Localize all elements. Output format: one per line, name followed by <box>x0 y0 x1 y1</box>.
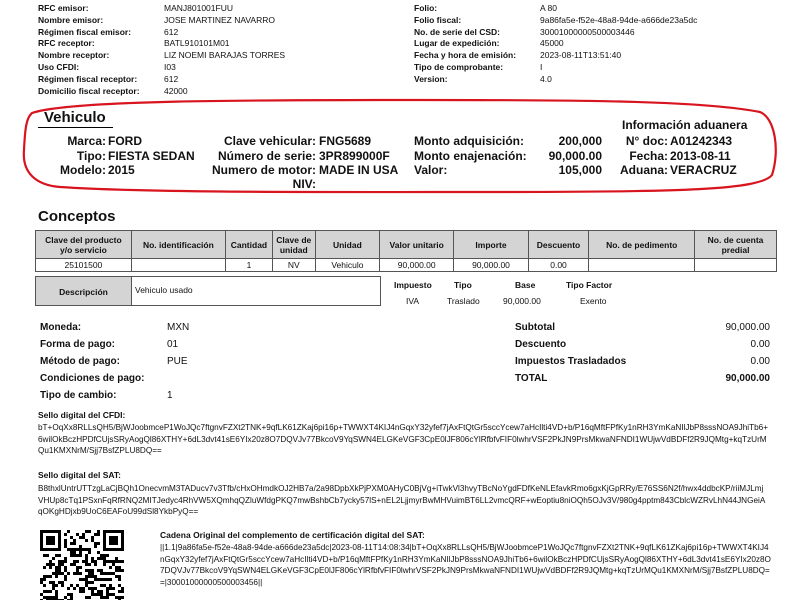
sello-sat-value: B8thxlUntrUTTzgLaCjBQh1OnecvmM3TADucv7v3Tfb/cHxOHmdkOJ2HB7a/2a98DpbXkPjPXM0AHyC0BjVg+iTwkVl3hvyTBcNoYgdFDfKeNLEfavkRmo6gxKjGpRRy/E76SS6N2f/hwx4ddbcKP/riiMJLmjVHUp8cTq1PSxnFqRfRNQ2MITJedyc4RhVW5XQmhqQZluWfdgPKQ7mwBshbCb7ycky57lS+nEL2LjjmyrBwMHVuimBT6LL2vmcQRF+wEoptiu8niOQh5OJv3V/980g4pptm843CblcWZRvLhN44JNGeiAqOKgHDjxb9UoC6EAFoU99dSl8YkbPyQ== <box>38 484 766 516</box>
pago-value: PUE <box>167 356 188 367</box>
field-label: Domicilio fiscal receptor: <box>38 85 140 96</box>
pago-label: Condiciones de pago: <box>40 373 145 384</box>
cell-importe: 90,000.00 <box>454 259 528 272</box>
field-value: BATL910101M01 <box>164 38 230 49</box>
informacion-aduanera-title: Información aduanera <box>622 118 748 132</box>
col-header-no-identificacion: No. identificación <box>131 231 225 259</box>
conceptos-title: Conceptos <box>38 208 116 225</box>
pago-value: 1 <box>167 390 173 401</box>
cell-valor-unitario: 90,000.00 <box>380 259 454 272</box>
cell-clave-unidad: NV <box>272 259 315 272</box>
tipo-label: Tipo: <box>76 149 106 163</box>
field-label: Régimen fiscal receptor: <box>38 73 138 84</box>
field-value: JOSE MARTINEZ NAVARRO <box>164 14 275 25</box>
field-value: LIZ NOEMI BARAJAS TORRES <box>164 50 286 61</box>
pago-value: MXN <box>167 322 190 333</box>
monto-enajenacion-value: 90,000.00 <box>548 149 602 163</box>
field-label: Lugar de expedición: <box>414 38 500 49</box>
fecha-value: 2013-08-11 <box>670 149 731 163</box>
field-label: Nombre emisor: <box>38 14 104 25</box>
field-value: 45000 <box>540 38 564 49</box>
numero-serie-label: Número de serie: <box>217 149 316 163</box>
col-header-no-pedimento: No. de pedimento <box>589 231 695 259</box>
ndoc-value: A01242343 <box>670 134 733 148</box>
pago-label: Forma de pago: <box>40 339 116 350</box>
impuesto-header: Impuesto <box>394 280 432 290</box>
valor-label: Valor: <box>414 163 448 177</box>
marca-label: Marca: <box>67 134 106 148</box>
total-value: 90,000.00 <box>725 322 770 333</box>
field-label: RFC receptor: <box>38 38 95 49</box>
monto-enajenacion-label: Monto enajenación: <box>414 149 527 163</box>
monto-adquisicion-value: 200,000 <box>558 134 602 148</box>
col-header-unidad: Unidad <box>315 231 379 259</box>
total-label: TOTAL <box>515 373 548 384</box>
niv-label: NIV: <box>292 177 316 191</box>
ndoc-label: N° doc: <box>625 134 668 148</box>
numero-motor-value: MADE IN USA <box>319 163 399 177</box>
field-value: 2023-08-11T13:51:40 <box>540 50 622 61</box>
cell-no-pedimento <box>589 259 695 272</box>
pago-label: Tipo de cambio: <box>40 390 117 401</box>
col-header-cantidad: Cantidad <box>225 231 272 259</box>
aduana-value: VERACRUZ <box>670 163 737 177</box>
tipo-value: FIESTA SEDAN <box>108 149 195 163</box>
tipo-factor-header: Tipo Factor <box>566 280 613 290</box>
tipo-factor-value: Exento <box>580 296 607 306</box>
total-value: 0.00 <box>750 356 770 367</box>
field-label: Fecha y hora de emisión: <box>414 50 517 61</box>
descripcion-value: Vehiculo usado <box>131 276 381 306</box>
field-value: I <box>540 62 543 72</box>
field-label: No. de serie del CSD: <box>414 26 500 37</box>
total-label: Subtotal <box>515 322 555 333</box>
field-label: Folio: <box>414 3 438 13</box>
qr-code-image <box>40 530 124 600</box>
field-value: MANJ801001FUU <box>164 3 233 13</box>
cadena-original-value: ||1.1|9a86fa5e-f52e-48a8-94de-a666de23a5dc|2023-08-11T14:08:34|bT+OqXx8RLLsQH5/BjWJoobmceP1WoJQc7ftgnvFZXt2TNK+9qfLK61ZKaj6pi16p+TWWXT4KIJ4nGqxY32yfef7jAxFtQtGr5sccYcew7aHcIlti4VD+b/P16qMftFPfKy1nRH3YmKaNIlJbP8sssNOA9JhiTb6+6wilOkBczHPDfCUjsSRyAogQl86XTHY+6dL3dvt41sE6YIx20z8O7DQVJv77BkcoV9YqSWN4ELGKeVGF3CpE0lJF806cYlRfbfvFIF0lwhrVSF2PkJN9PrsMkwaNFNDI1WUjwVdBDFf2R9JQMtg+kqTzUrMQu1KMXNrM/Sjj7BsfZPLU8DQ==|30001000000500003456|| <box>160 543 771 587</box>
numero-serie-value: 3PR899000F <box>319 149 390 163</box>
field-label: Régimen fiscal emisor: <box>38 26 132 37</box>
clave-vehicular-label: Clave vehicular: <box>223 134 316 148</box>
field-label: Folio fiscal: <box>414 14 462 25</box>
cell-clave: 25101500 <box>36 259 132 272</box>
col-header-no-cuenta-predial: No. de cuenta predial <box>695 231 777 259</box>
base-header: Base <box>515 280 536 290</box>
modelo-value: 2015 <box>108 163 135 177</box>
field-label: RFC emisor: <box>38 3 89 13</box>
marca-value: FORD <box>108 134 142 148</box>
cell-no-identificacion <box>131 259 225 272</box>
cell-unidad: Vehiculo <box>315 259 379 272</box>
col-header-clave-unidad: Clave de unidad <box>272 231 315 259</box>
impuesto-value: IVA <box>406 296 420 306</box>
cell-cantidad: 1 <box>225 259 272 272</box>
tipo-header: Tipo <box>454 280 472 290</box>
col-header-importe: Importe <box>454 231 528 259</box>
modelo-label: Modelo: <box>60 163 106 177</box>
cell-descuento: 0.00 <box>528 259 589 272</box>
field-value: 612 <box>164 73 179 84</box>
field-value: A 80 <box>540 3 558 13</box>
fecha-label: Fecha: <box>629 149 668 163</box>
field-value: 9a86fa5e-f52e-48a8-94de-a666de23a5dc <box>540 14 698 25</box>
field-label: Version: <box>414 73 448 84</box>
field-label: Uso CFDI: <box>38 62 80 72</box>
base-value: 90,000.00 <box>503 296 541 306</box>
pago-value: 01 <box>167 339 179 350</box>
total-value: 0.00 <box>750 339 770 350</box>
clave-vehicular-value: FNG5689 <box>319 134 372 148</box>
sello-sat-label: Sello digital del SAT: <box>38 470 121 480</box>
total-value: 90,000.00 <box>725 373 770 384</box>
field-value: 42000 <box>164 85 188 96</box>
col-header-valor-unitario: Valor unitario <box>380 231 454 259</box>
col-header-clave-producto: Clave del producto y/o servicio <box>36 231 132 259</box>
pago-label: Método de pago: <box>40 356 120 367</box>
field-label: Nombre receptor: <box>38 50 110 61</box>
divider <box>38 127 113 128</box>
col-header-descuento: Descuento <box>528 231 589 259</box>
descripcion-label: Descripción <box>35 276 132 306</box>
total-label: Descuento <box>515 339 567 350</box>
table-row <box>36 259 777 272</box>
field-label: Tipo de comprobante: <box>414 62 504 72</box>
field-value: 4.0 <box>540 73 552 84</box>
sello-cfdi-value: bT+OqXx8RLLsQH5/BjWJoobmceP1WoJQc7ftgnvFZXt2TNK+9qfLK61ZKaj6pi16p+TWWXT4KIJ4nGqxY32yfef7jAxFtQtGr5sccYcew7aHcIlti4VD+b/P16qMftFPfKy1nRH3YmKaNIlJbP8sssNOA9JhiTb6+6wilOkBczHPDfCUjsSRyAogQl86XTHY+6dL3dvt41sE6YIx20z8O7DQVJv77BkcoV9YqSWN4ELGKeVGF3CpE0lJF806cYlRfbfvFIF0lwhrVSF2PkJN9PrsMkwaNFNDI1WUjwVdBDFf2R9JQMtg+kqTzUrMQu1KMXNrM/Sjj7BsfZPLU8DQ== <box>38 423 768 455</box>
conceptos-table <box>35 230 777 272</box>
sello-cfdi-label: Sello digital del CFDI: <box>38 410 126 420</box>
tipo-value: Traslado <box>447 296 480 306</box>
cadena-original-label: Cadena Original del complemento de certificación digital del SAT: <box>160 530 425 540</box>
field-value: I03 <box>164 62 176 72</box>
numero-motor-label: Numero de motor: <box>211 163 316 177</box>
field-value: 612 <box>164 26 179 37</box>
cell-no-cuenta-predial <box>695 259 777 272</box>
total-label: Impuestos Trasladados <box>515 356 627 367</box>
field-value: 30001000000500003446 <box>540 26 635 37</box>
valor-value: 105,000 <box>558 163 602 177</box>
vehiculo-title: Vehiculo <box>44 109 106 126</box>
pago-label: Moneda: <box>40 322 82 333</box>
monto-adquisicion-label: Monto adquisición: <box>414 134 524 148</box>
aduana-label: Aduana: <box>620 163 668 177</box>
